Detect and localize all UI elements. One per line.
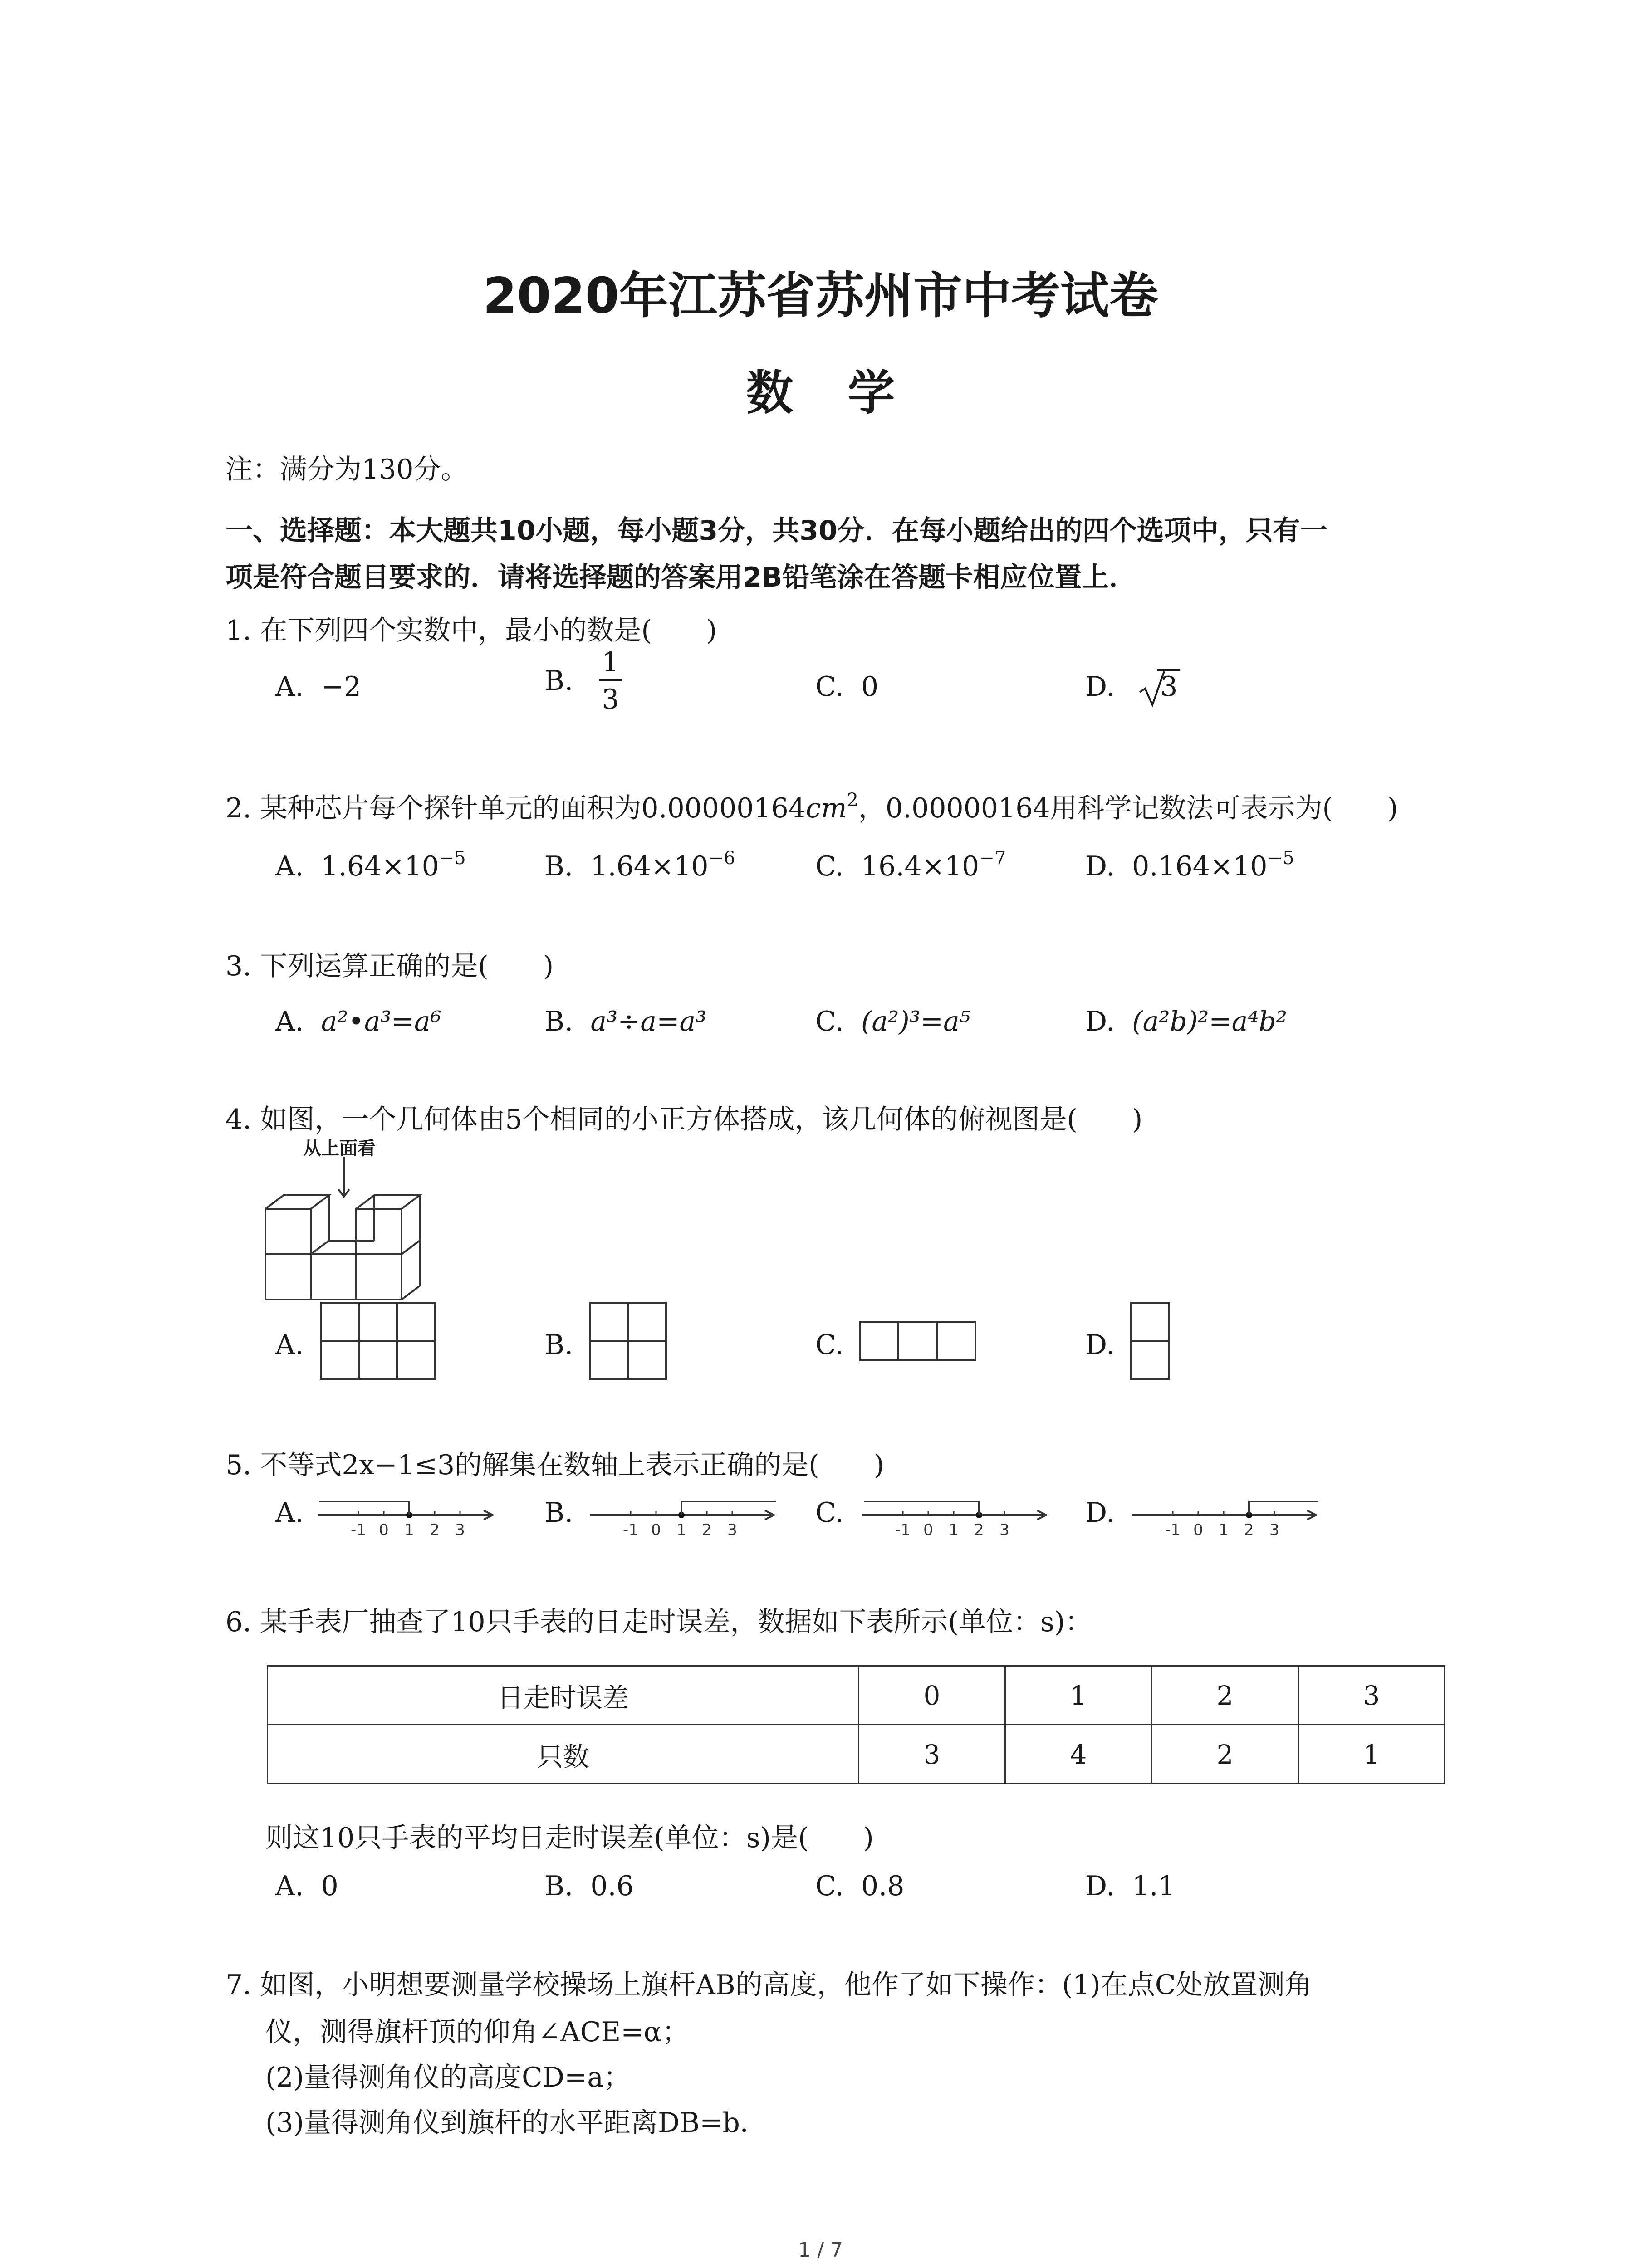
q3-value-a: a²•a³=a⁶	[321, 1006, 441, 1037]
number-line-tick-label: 3	[999, 1521, 1009, 1539]
q5-number-line-d[interactable]	[1132, 1490, 1323, 1540]
q7-line4: (3)量得测角仪到旗杆的水平距离DB=b．	[265, 2107, 767, 2139]
table-cell: 3	[859, 1725, 1005, 1784]
q6-value-d: 1.1	[1132, 1870, 1176, 1902]
q1-value-d: 3	[1157, 669, 1180, 703]
q2-option-a[interactable]	[275, 848, 466, 882]
q7-line1: 7. 如图，小明想要测量学校操场上旗杆AB的高度，他作了如下操作：(1)在点C处放置测角	[225, 1969, 1312, 2001]
q4-option-d-grid[interactable]	[1130, 1302, 1173, 1383]
q6-option-d[interactable]	[1085, 1872, 1176, 1900]
q5-label-d: D.	[1085, 1497, 1115, 1529]
q2-label-d: D.	[1085, 850, 1115, 882]
number-line-tick-label: 3	[727, 1521, 737, 1539]
number-line-tick-label: 0	[379, 1521, 389, 1539]
q6-option-a[interactable]	[275, 1872, 338, 1900]
q1-sqrt-sign	[1139, 670, 1166, 707]
q5-label-b: B.	[544, 1497, 573, 1529]
q1-value-c: 0	[861, 671, 879, 703]
number-line-tick-label: 0	[1193, 1521, 1203, 1539]
number-line-tick-label: 2	[974, 1521, 984, 1539]
table-cell: 1	[1005, 1666, 1152, 1725]
q2-stem	[225, 790, 1398, 824]
number-line-tick-label: -1	[623, 1521, 638, 1539]
section-heading-line1: 一、选择题：本大题共10小题，每小题3分，共30分．在每小题给出的四个选项中，只有一	[225, 515, 1327, 547]
q3-label-d: D.	[1085, 1006, 1115, 1037]
q2-value-a: 1.64×10	[321, 850, 439, 882]
table-row	[268, 1725, 1445, 1784]
q6-option-b[interactable]	[544, 1872, 634, 1900]
q6-label-a: A.	[275, 1870, 304, 1902]
q6-label-d: D.	[1085, 1870, 1115, 1902]
q5-stem: 5. 不等式2x−1≤3的解集在数轴上表示正确的是( )	[225, 1449, 885, 1481]
q3-label-c: C.	[815, 1006, 844, 1037]
q3-value-d: (a²b)²=a⁴b²	[1132, 1006, 1287, 1037]
q1-label-c: C.	[815, 671, 844, 703]
q7-line3: (2)量得测角仪的高度CD=a；	[265, 2062, 631, 2093]
number-line-tick-label: 1	[404, 1521, 414, 1539]
q2-option-c[interactable]	[815, 848, 1006, 882]
number-line-tick-label: 2	[702, 1521, 712, 1539]
number-line-tick-label: 0	[923, 1521, 933, 1539]
q1-fraction	[599, 646, 622, 715]
q2-stem-pre: 2. 某种芯片每个探针单元的面积为0.00000164	[225, 792, 806, 824]
q2-stem-post: ，0.00000164用科学记数法可表示为( )	[858, 792, 1398, 824]
q2-label-a: A.	[275, 850, 304, 882]
q2-exp-b: −6	[708, 848, 735, 869]
number-line-solution-ray	[864, 1501, 979, 1515]
number-line-tick-label: 0	[651, 1521, 661, 1539]
q2-exp-a: −5	[439, 848, 466, 869]
q3-option-b[interactable]	[544, 1008, 706, 1035]
q5-number-line-b[interactable]	[590, 1490, 780, 1540]
number-line-solution-ray	[681, 1501, 776, 1515]
subject-char-2: 学	[847, 365, 895, 420]
q6-value-c: 0.8	[861, 1870, 905, 1902]
q3-option-c[interactable]	[815, 1008, 970, 1035]
q7-line2: 仪，测得旗杆顶的仰角∠ACE=α；	[265, 2016, 690, 2048]
q4-option-a-grid[interactable]	[320, 1302, 438, 1383]
q4-option-b-grid[interactable]	[589, 1302, 671, 1383]
q2-option-b[interactable]	[544, 848, 735, 882]
q6-value-a: 0	[321, 1870, 338, 1902]
table-cell: 0	[859, 1666, 1005, 1725]
table-cell: 日走时误差	[268, 1666, 859, 1725]
table-cell: 2	[1152, 1725, 1298, 1784]
q1-fraction-numerator: 1	[599, 649, 622, 681]
q5-number-line-a[interactable]	[318, 1490, 499, 1540]
q6-stem	[225, 1608, 1092, 1636]
number-line-tick-label: -1	[1165, 1521, 1181, 1539]
q1-option-b[interactable]	[544, 646, 622, 715]
q2-label-c: C.	[815, 850, 844, 882]
number-line-tick-label: 3	[455, 1521, 465, 1539]
q5-number-line-c[interactable]	[862, 1490, 1053, 1540]
q3-stem: 3. 下列运算正确的是( )	[225, 950, 554, 982]
q6-label-b: B.	[544, 1870, 573, 1902]
table-cell: 2	[1152, 1666, 1298, 1725]
q2-value-b: 1.64×10	[590, 850, 709, 882]
section-heading-line2: 项是符合题目要求的．请将选择题的答案用2B铅笔涂在答题卡相应位置上．	[225, 562, 1136, 593]
q5-label-c: C.	[815, 1497, 844, 1529]
subject-char-1: 数	[746, 365, 794, 420]
q2-stem-unit: cm	[805, 792, 847, 824]
q2-label-b: B.	[544, 850, 573, 882]
q2-exp-c: −7	[979, 848, 1006, 869]
q1-option-a[interactable]	[275, 671, 362, 703]
score-note: 注：满分为130分。	[225, 454, 468, 485]
number-line-tick-label: -1	[351, 1521, 366, 1539]
q2-option-d[interactable]	[1085, 848, 1294, 882]
table-cell: 只数	[268, 1725, 859, 1784]
number-line-tick-label: 1	[1219, 1521, 1229, 1539]
q5-label-a: A.	[275, 1497, 304, 1529]
q3-value-b: a³÷a=a³	[590, 1006, 707, 1037]
q1-option-c[interactable]	[815, 671, 879, 703]
q3-option-a[interactable]	[275, 1008, 441, 1035]
number-line-tick-label: -1	[895, 1521, 911, 1539]
number-line-solution-ray	[319, 1501, 409, 1515]
q4-label-c: C.	[815, 1329, 844, 1361]
q4-option-c-grid[interactable]	[859, 1321, 981, 1364]
number-line-tick-label: 1	[949, 1521, 959, 1539]
table-cell: 4	[1005, 1725, 1152, 1784]
subject-title	[0, 355, 1641, 423]
q4-label-d: D.	[1085, 1329, 1115, 1361]
number-line-tick-label: 2	[430, 1521, 440, 1539]
q6-value-b: 0.6	[590, 1870, 634, 1902]
q4-label-a: A.	[275, 1329, 304, 1361]
q2-value-c: 16.4×10	[861, 850, 980, 882]
number-line-tick-label: 3	[1269, 1521, 1279, 1539]
q3-value-c: (a²)³=a⁵	[861, 1006, 970, 1037]
table-cell: 1	[1298, 1725, 1445, 1784]
q1-stem: 1. 在下列四个实数中，最小的数是( )	[225, 615, 717, 646]
q4-label-b: B.	[544, 1329, 573, 1361]
q2-exp-d: −5	[1267, 848, 1294, 869]
q6-data-table	[267, 1665, 1445, 1784]
q1-value-a: −2	[321, 671, 362, 703]
table-cell: 3	[1298, 1666, 1445, 1725]
q6-question: 则这10只手表的平均日走时误差(单位：s)是( )	[265, 1822, 874, 1854]
q6-stem-text: 6. 某手表厂抽查了10只手表的日走时误差，数据如下表所示(单位：s)：	[225, 1606, 1092, 1638]
q1-fraction-denominator: 3	[602, 684, 619, 715]
q2-value-d: 0.164×10	[1132, 850, 1268, 882]
q3-label-b: B.	[544, 1006, 573, 1037]
q3-option-d[interactable]	[1085, 1008, 1287, 1035]
q4-view-label: 从上面看	[303, 1138, 376, 1159]
q6-label-c: C.	[815, 1870, 844, 1902]
q3-label-a: A.	[275, 1006, 304, 1037]
q1-label-a: A.	[275, 671, 304, 703]
q1-label-b: B.	[544, 665, 573, 697]
q2-stem-exp: 2	[847, 790, 858, 811]
page-number: 1 / 7	[798, 2239, 843, 2262]
number-line-solution-ray	[1249, 1501, 1318, 1515]
number-line-tick-label: 1	[676, 1521, 686, 1539]
q6-option-c[interactable]	[815, 1872, 904, 1900]
exam-title: 2020年江苏省苏州市中考试卷	[483, 268, 1158, 324]
number-line-tick-label: 2	[1244, 1521, 1254, 1539]
q1-label-d: D.	[1085, 671, 1115, 703]
q4-stem: 4. 如图，一个几何体由5个相同的小正方体搭成，该几何体的俯视图是( )	[225, 1104, 1143, 1135]
table-row	[268, 1666, 1445, 1725]
